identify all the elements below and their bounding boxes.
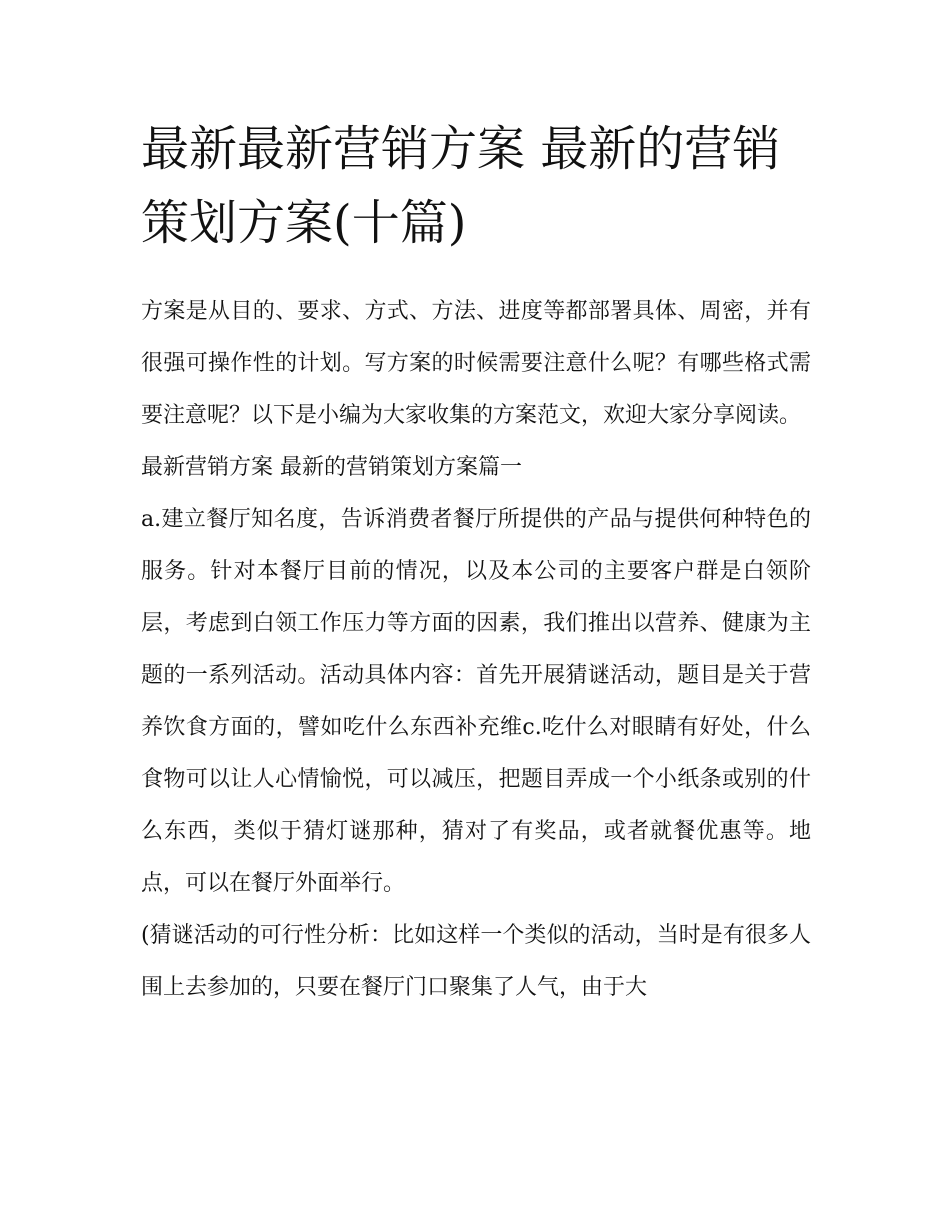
- intro-paragraph: 方案是从目的、要求、方式、方法、进度等都部署具体、周密，并有很强可操作性的计划。写方案的时候需要注意什么呢？有哪些格式需要注意呢？以下是小编为大家收集的方案范文，欢迎大家分享阅读。: [141, 299, 811, 428]
- body-paragraph-a: a.建立餐厅知名度，告诉消费者餐厅所提供的产品与提供何种特色的服务。针对本餐厅目前的情况，以及本公司的主要客户群是白领阶层，考虑到白领工作压力等方面的因素，我们推出以营养、健康为主题的一系列活动。活动具体内容：首先开展猜谜活动，题目是关于营养饮食方面的，譬如吃什么东西补充维c.吃什么对眼睛有好处，什么食物可以让人心情愉悦，可以减压，把题目弄成一个小纸条或别的什么东西，类似于猜灯谜那种，猜对了有奖品，或者就餐优惠等。地点，可以在餐厅外面举行。: [141, 507, 811, 896]
- section-heading: 最新营销方案 最新的营销策划方案篇一: [141, 455, 522, 480]
- document-body: [141, 112, 811, 1014]
- document-title: 最新最新营销方案 最新的营销策划方案(十篇): [141, 121, 781, 251]
- body-paragraph-b: (猜谜活动的可行性分析：比如这样一个类似的活动，当时是有很多人围上去参加的，只要在餐厅门口聚集了人气，由于大: [141, 923, 811, 1000]
